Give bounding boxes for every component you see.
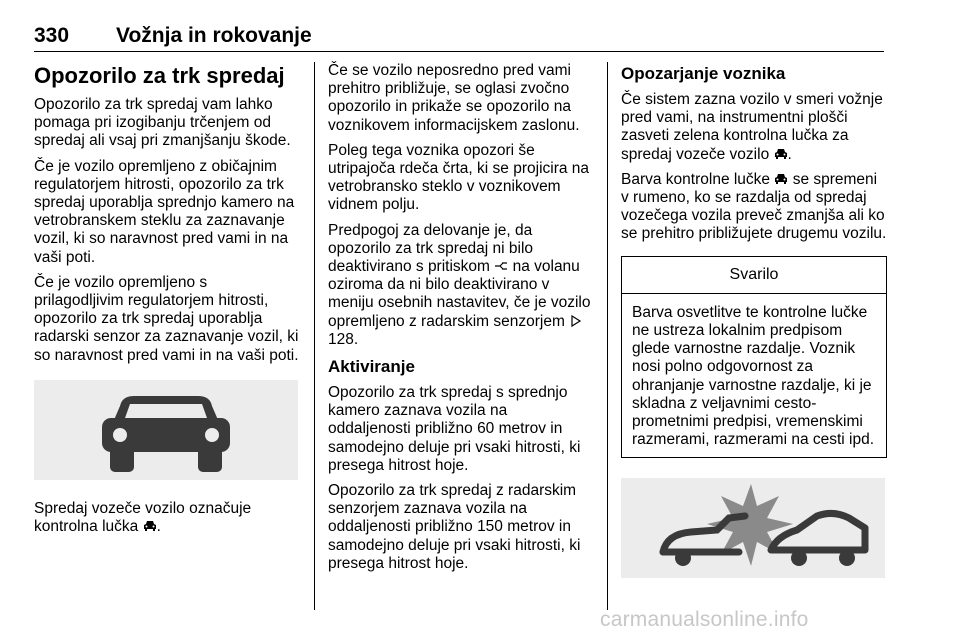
paragraph: Če je vozilo opremljeno z običajnim regulatorjem hitrosti, opozorilo za trk spredaj uporablja sprednjo kamero na vetrobranskem steklu za zaznavanje vozil, ki so naravnost pred vami in na vaši poti. bbox=[34, 157, 295, 266]
car-front-inline-icon bbox=[774, 148, 788, 160]
paragraph: Če se vozilo neposredno pred vami prehitro približuje, se oglasi zvočno opozorilo in prikaže se opozorilo na voznikovem informacijskem zaslonu. bbox=[328, 62, 580, 134]
paragraph: Poleg tega voznika opozori še utripajoča rdeča črta, ki se projicira na vetrobransko steklo v voznikovem vidnem polju. bbox=[328, 141, 590, 214]
paragraph: Opozorilo za trk spredaj z radarskim senzorjem zaznava vozila na oddaljenosti približno 150 metrov in samodejno deluje pri vsaki hitrosti, ki presega hitrost hoje. bbox=[328, 482, 581, 572]
header-rule bbox=[34, 51, 884, 52]
warning-title: Svarilo bbox=[622, 257, 886, 294]
car-front-inline-icon bbox=[143, 520, 157, 532]
paragraph: Barva kontrolne lučke se spremeni v rumeno, ko se razdalja od spredaj vozečega vozila preveč zmanjša ali ko se prehitro približujete drugemu vozilu. bbox=[621, 170, 887, 243]
paragraph: Če je vozilo opremljeno s prilagodljivim regulatorjem hitrosti, opozorilo za trk spredaj uporablja radarski senzor za zaznavanje vozil, ki so naravnost pred vami in na vaši poti. bbox=[34, 273, 299, 364]
paragraph: Opozorilo za trk spredaj vam lahko pomaga pri izogibanju trčenjem od spredaj ali vsaj pri zmanjšanju škode. bbox=[34, 96, 291, 150]
subheading-opozarjanje: Opozarjanje voznika bbox=[621, 64, 786, 83]
page-reference-triangle-icon bbox=[569, 315, 583, 327]
car-front-figure bbox=[34, 380, 298, 480]
paragraph: Če sistem zazna vozilo v smeri vožnje pred vami, na instrumentni plošči zasveti zelena kontrolna lučka za spredaj vozeče vozilo . bbox=[621, 91, 883, 163]
page-number: 330 bbox=[34, 24, 70, 47]
paragraph: Opozorilo za trk spredaj s sprednjo kamero zaznava vozila na oddaljenosti približno 60 metrov in samodejno deluje pri vsaki hitrosti, ki presega hitrost hoje. bbox=[328, 384, 581, 474]
steering-wheel-button-icon bbox=[494, 260, 508, 272]
paragraph: Spredaj vozeče vozilo označuje kontrolna lučka . bbox=[34, 499, 252, 536]
subheading-aktiviranje: Aktiviranje bbox=[328, 357, 415, 377]
paragraph: Predpogoj za delovanje je, da opozorilo za trk spredaj ni bilo deaktivirano s pritiskom na volanu oziroma da ni bilo deaktivirano v meniju osebnih nastavitev, če je vozilo opremljeno z radarskim senzorjem 128. bbox=[328, 221, 591, 348]
watermark: carmanualsonline.info bbox=[600, 608, 809, 631]
car-front-inline-icon bbox=[774, 173, 788, 185]
collision-warning-icon bbox=[621, 478, 885, 578]
column-divider-2 bbox=[607, 62, 608, 610]
warning-box bbox=[621, 256, 887, 459]
section-heading: Opozorilo za trk spredaj bbox=[34, 63, 285, 88]
column-divider-1 bbox=[314, 62, 315, 610]
chapter-title: Vožnja in rokovanje bbox=[116, 24, 312, 47]
column-2 bbox=[328, 62, 594, 580]
column-3 bbox=[621, 62, 887, 578]
collision-figure bbox=[621, 478, 885, 578]
car-front-icon bbox=[34, 380, 298, 480]
column-1 bbox=[34, 62, 300, 543]
warning-body: Barva osvetlitve te kontrolne lučke ne ustreza lokalnim predpisom glede varnostne razdalje. Voznik nosi polno odgovornost za ohranjanje varnostne razdalje, ki je skladna z veljavnimi cesto-prometnimi predpisi, vremenskimi razmerami, razmerami na cesti ipd. bbox=[632, 303, 875, 449]
